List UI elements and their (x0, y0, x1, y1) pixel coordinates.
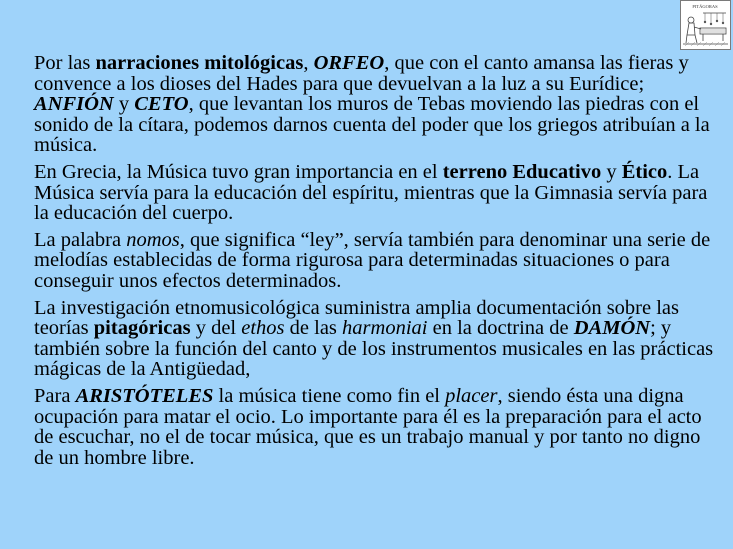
text-run: , que significa “ley”, servía también para denominar una serie de melodías establecidas de forma rigurosa para determinadas situaciones o para conseguir unos efectos determinados. (34, 228, 711, 292)
main-text (34, 53, 724, 474)
emphasis-text: narraciones mitológicas (95, 52, 304, 74)
text-run: y (601, 160, 622, 183)
paragraph-aristoteles (34, 386, 724, 468)
emphasis-text: Ético (621, 160, 668, 183)
pythagoras-engraving-icon (680, 0, 731, 50)
text-run: Por las (34, 52, 96, 74)
emphasis-text: harmoniai (342, 317, 428, 340)
emphasis-text: CETO (134, 93, 189, 116)
paragraph-etnomusicologia (34, 298, 724, 380)
paragraph-grecia (34, 162, 724, 224)
engraving-drawing (681, 1, 730, 49)
text-run: la música tiene como fin el (213, 384, 446, 407)
text-run: . La Música servía para la educación del espíritu, mientras que la Gimnasia servía para la educación del cuerpo. (34, 160, 708, 225)
text-run: en la doctrina de (427, 317, 574, 340)
text-run: , que con el canto amansa las fieras y convence a los dioses del Hades para que devuelvan a la luz a su Eurídice; (34, 52, 689, 95)
paragraph-orfeo (34, 53, 724, 156)
text-run: de las (284, 317, 343, 340)
text-run: y (113, 93, 135, 116)
text-run: La investigación etnomusicológica suministra amplia documentación sobre las teorías (34, 296, 680, 340)
emphasis-text: nomos (126, 228, 180, 251)
paragraph-nomos (34, 230, 724, 292)
text-run: , siendo ésta una digna ocupación para matar el ocio. Lo importante para él es la preparación para el acto de escuchar, no el de tocar música, que es un trabajo manual y por tanto no digno de un hombre libre. (34, 384, 702, 469)
emphasis-text: ethos (241, 317, 285, 340)
text-run: Para (34, 384, 76, 407)
emphasis-text: ARISTÓTELES (75, 384, 214, 407)
text-run: , que levantan los muros de Tebas moviendo las piedras con el sonido de la cítara, podemos darnos cuenta del poder que los griegos atribuían a la música. (34, 93, 710, 157)
text-run: y del (190, 317, 242, 340)
emphasis-text: DAMÓN (573, 317, 651, 340)
text-run: ; y también sobre la función del canto y de los instrumentos musicales en las prácticas mágicas de la Antigüedad, (34, 317, 714, 381)
text-run: , (303, 52, 314, 74)
emphasis-text: pitagóricas (93, 317, 191, 340)
text-run: La palabra (34, 228, 127, 251)
emphasis-text: ANFIÓN (34, 93, 114, 116)
emphasis-text: terreno Educativo (442, 160, 602, 183)
text-run: En Grecia, la Música tuvo gran importancia en el (34, 160, 443, 183)
logo-caption: PITÁGORAS (692, 4, 718, 9)
emphasis-text: placer (445, 384, 498, 407)
emphasis-text: ORFEO (313, 52, 385, 74)
